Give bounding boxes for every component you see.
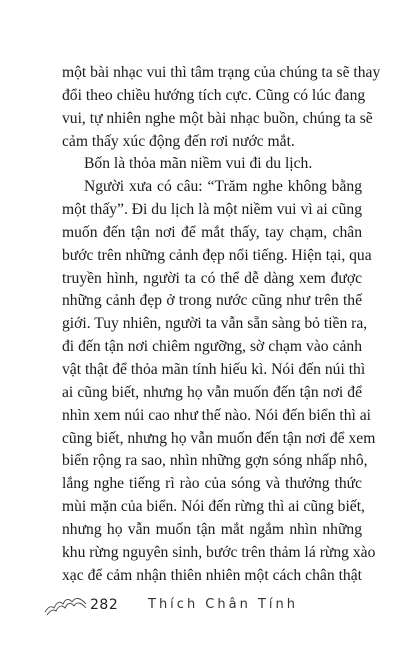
page-body-text — [62, 62, 381, 587]
text-line: xạc để cảm nhận thiên nhiên một cách chân thật — [62, 566, 362, 584]
text-line: Người xưa có câu: “Trăm nghe không bằng — [84, 178, 362, 196]
page-footer — [44, 590, 304, 620]
text-line: nhưng họ vẫn muốn tận mắt ngắm nhìn những — [62, 520, 362, 538]
text-line: một thấy”. Đi du lịch là một niềm vui vì ai cũng — [62, 201, 362, 219]
text-line: khu rừng nguyên sinh, bước trên thảm lá rừng xào — [62, 543, 376, 561]
text-line: Bốn là thỏa mãn niềm vui đi du lịch. — [84, 155, 313, 173]
text-line: cảm thấy xúc động đến rơi nước mắt. — [62, 132, 295, 150]
text-line: bước trên những cảnh đẹp nổi tiếng. Hiện tại, qua — [62, 246, 372, 264]
text-line: giới. Tuy nhiên, người ta vẫn sẵn sàng bỏ tiền ra, — [62, 315, 368, 333]
text-line: lắng nghe tiếng rì rào của sóng và thưởng thức — [62, 475, 362, 493]
text-line: muốn đến tận nơi để mắt thấy, tay chạm, chân — [62, 223, 362, 241]
running-footer-author: Thích Chân Tính — [148, 597, 298, 612]
text-line: những cảnh đẹp ở trong nước cũng như trên thế — [62, 292, 362, 310]
text-line: đổi theo chiều hướng tích cực. Cũng có lúc đang — [62, 86, 366, 104]
text-line: truyền hình, người ta có thể dễ dàng xem được — [62, 269, 362, 287]
text-line: cũng biết, nhưng họ vẫn muốn đến tận nơi để xem — [62, 429, 376, 447]
text-line: nhìn xem núi cao như thế nào. Nói đến biển thì ai — [62, 406, 371, 424]
page-number: 282 — [90, 597, 119, 613]
mountain-line-icon — [44, 590, 88, 616]
text-line: một bài nhạc vui thì tâm trạng của chúng ta sẽ thay — [62, 64, 381, 81]
text-line: vui, tự nhiên nghe một bài nhạc buồn, chúng ta sẽ — [62, 109, 373, 127]
text-line: ai cũng biết, nhưng họ vẫn muốn đến tận nơi để — [62, 383, 362, 401]
text-line: mùi mặn của biển. Nói đến rừng thì ai cũng biết, — [62, 498, 365, 516]
text-line: vật thật để thỏa mãn tính hiếu kì. Nói đến núi thì — [62, 360, 366, 378]
text-line: đi đến tận nơi chiêm ngưỡng, sờ chạm vào cảnh — [62, 338, 362, 356]
text-line: biển rộng ra sao, nhìn những gợn sóng nhấp nhô, — [62, 452, 368, 470]
